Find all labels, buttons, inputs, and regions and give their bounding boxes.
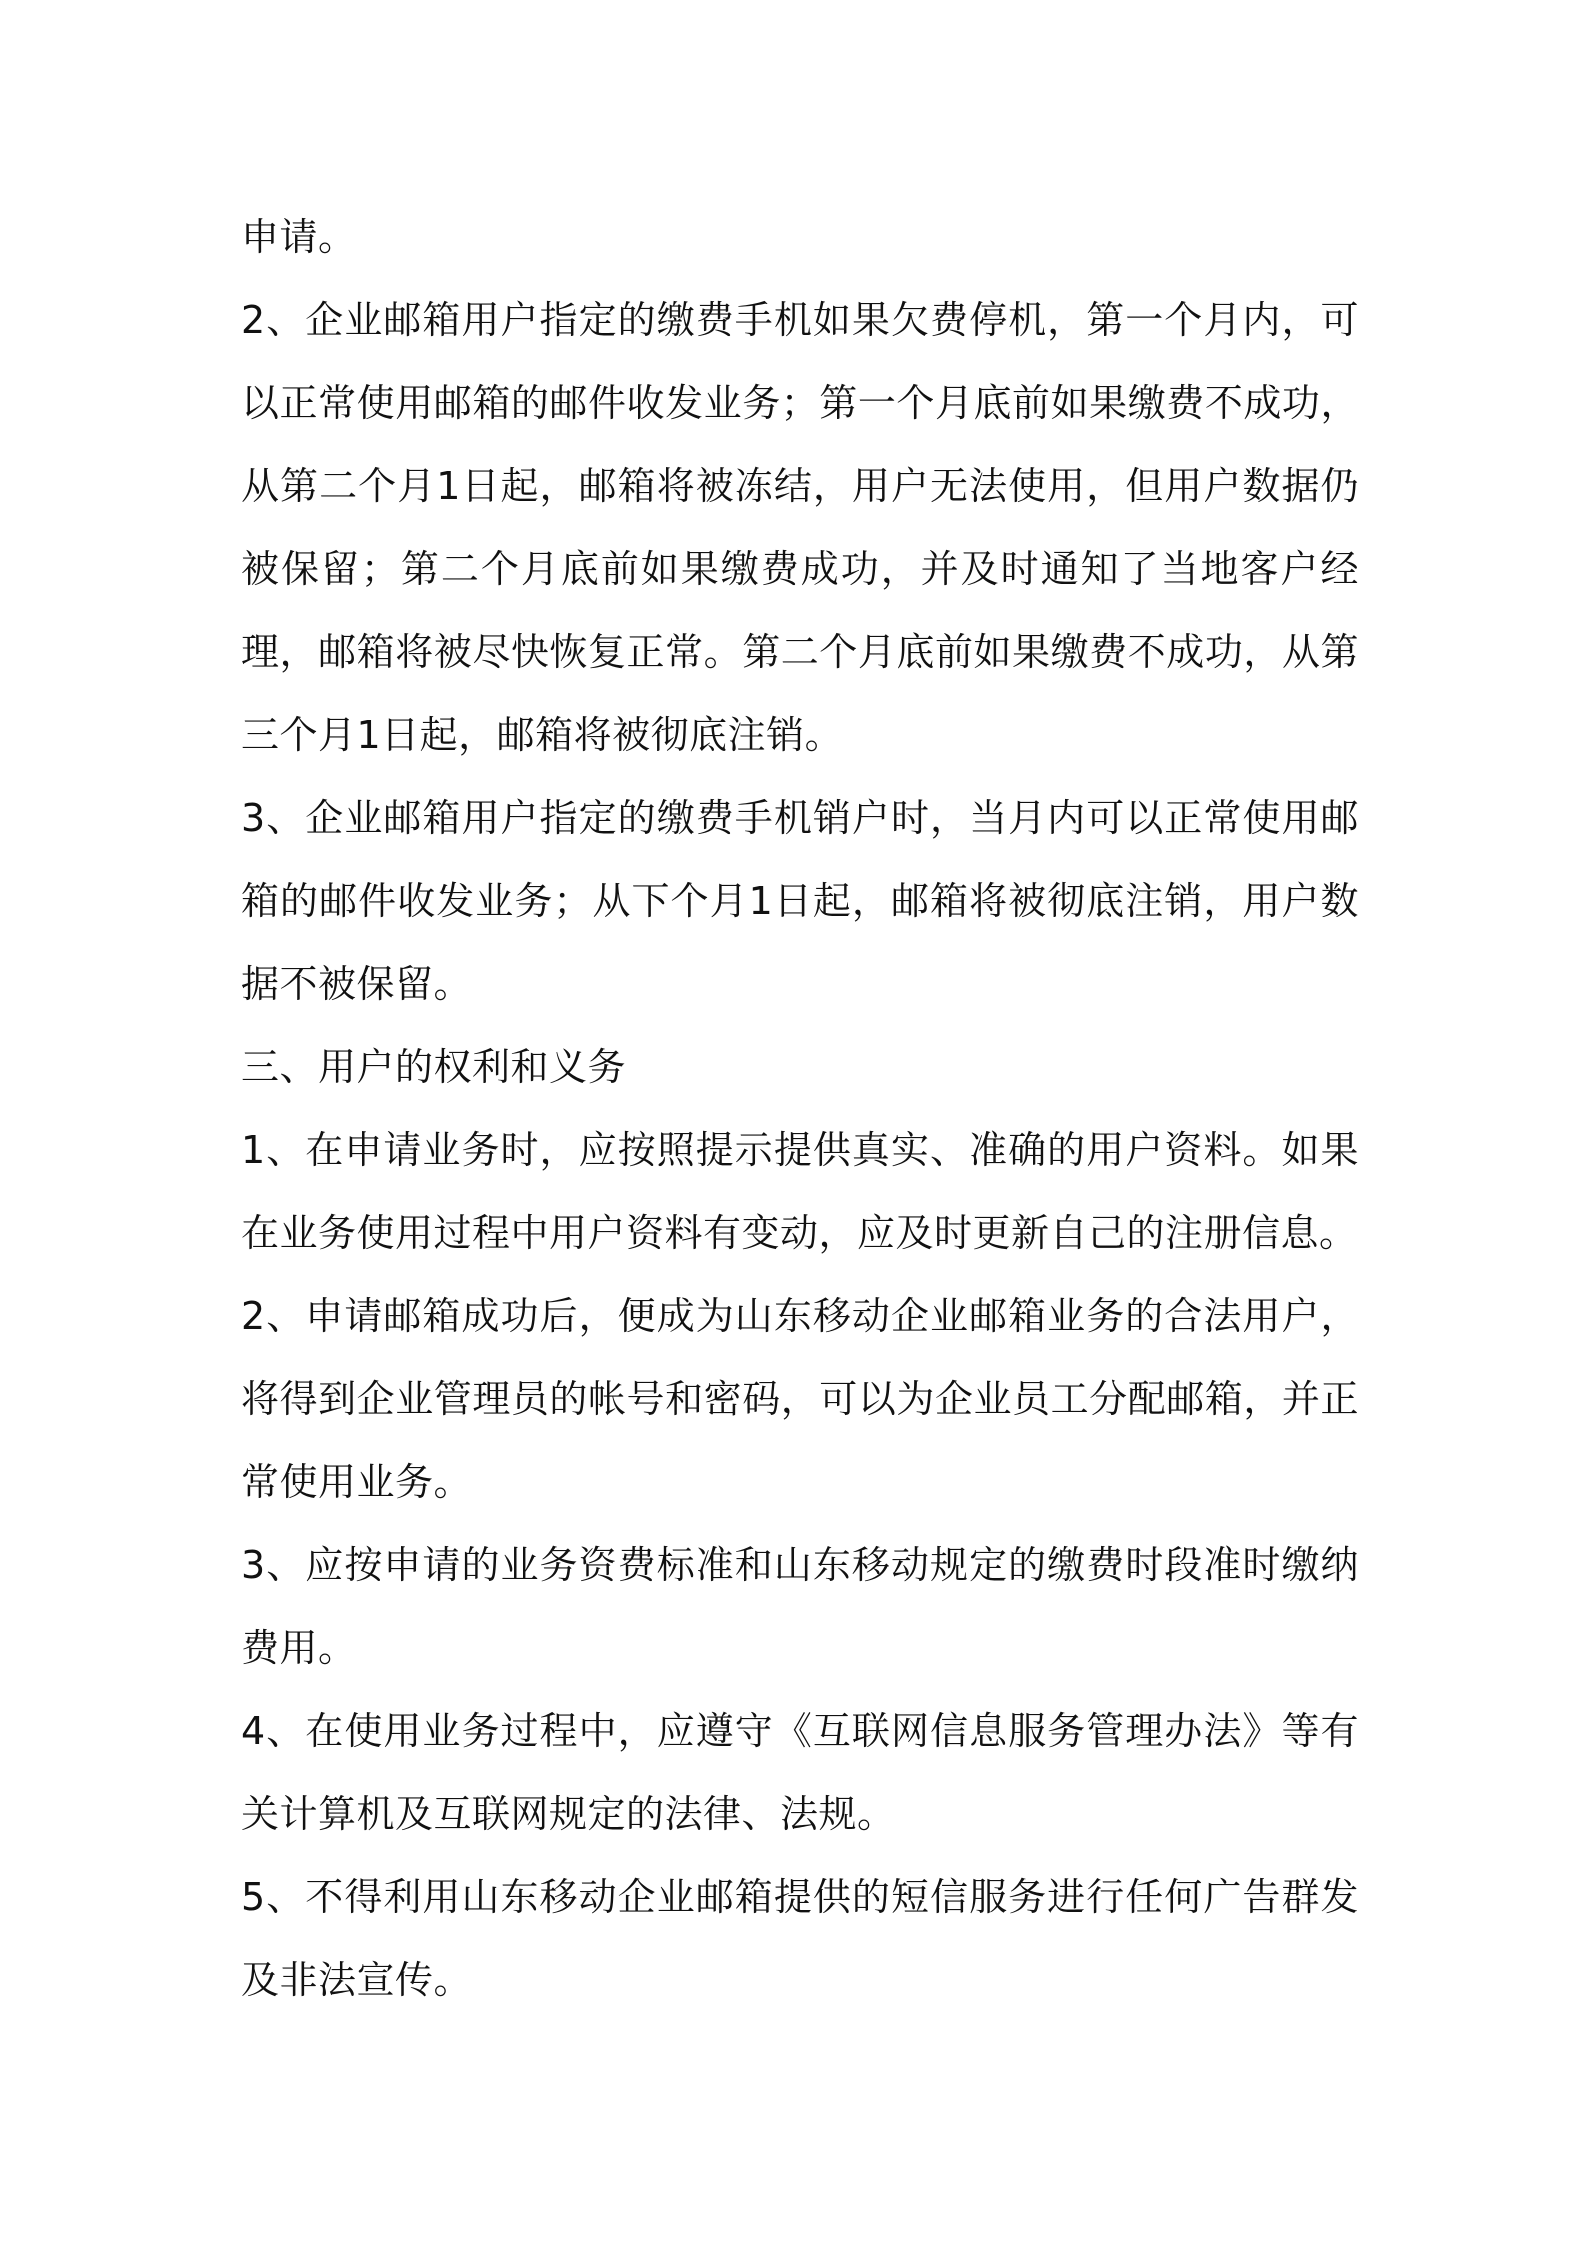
paragraph-rights-2: 2、申请邮箱成功后，便成为山东移动企业邮箱业务的合法用户，将得到企业管理员的帐号和密码，可以为企业员工分配邮箱，并正常使用业务。 (241, 1294, 1359, 1504)
document-body (241, 196, 1359, 2022)
paragraph-rights-4: 4、在使用业务过程中，应遵守《互联网信息服务管理办法》等有关计算机及互联网规定的法律、法规。 (241, 1709, 1359, 1836)
paragraph-rights-1: 1、在申请业务时，应按照提示提供真实、准确的用户资料。如果在业务使用过程中用户资料有变动，应及时更新自己的注册信息。 (241, 1128, 1359, 1255)
paragraph-item-2-arrears: 2、企业邮箱用户指定的缴费手机如果欠费停机，第一个月内，可以正常使用邮箱的邮件收发业务；第一个月底前如果缴费不成功，从第二个月1日起，邮箱将被冻结，用户无法使用，但用户数据仍被保留；第二个月底前如果缴费成功，并及时通知了当地客户经理，邮箱将被尽快恢复正常。第二个月底前如果缴费不成功，从第三个月1日起，邮箱将被彻底注销。 (241, 298, 1359, 757)
paragraph-continuation: 申请。 (241, 215, 357, 259)
paragraph-rights-3: 3、应按申请的业务资费标准和山东移动规定的缴费时段准时缴纳费用。 (241, 1543, 1359, 1670)
section-heading-user-rights: 三、用户的权利和义务 (241, 1045, 627, 1089)
paragraph-item-3-cancellation: 3、企业邮箱用户指定的缴费手机销户时，当月内可以正常使用邮箱的邮件收发业务；从下个月1日起，邮箱将被彻底注销，用户数据不被保留。 (241, 796, 1359, 1006)
paragraph-rights-5: 5、不得利用山东移动企业邮箱提供的短信服务进行任何广告群发及非法宣传。 (241, 1875, 1359, 2002)
